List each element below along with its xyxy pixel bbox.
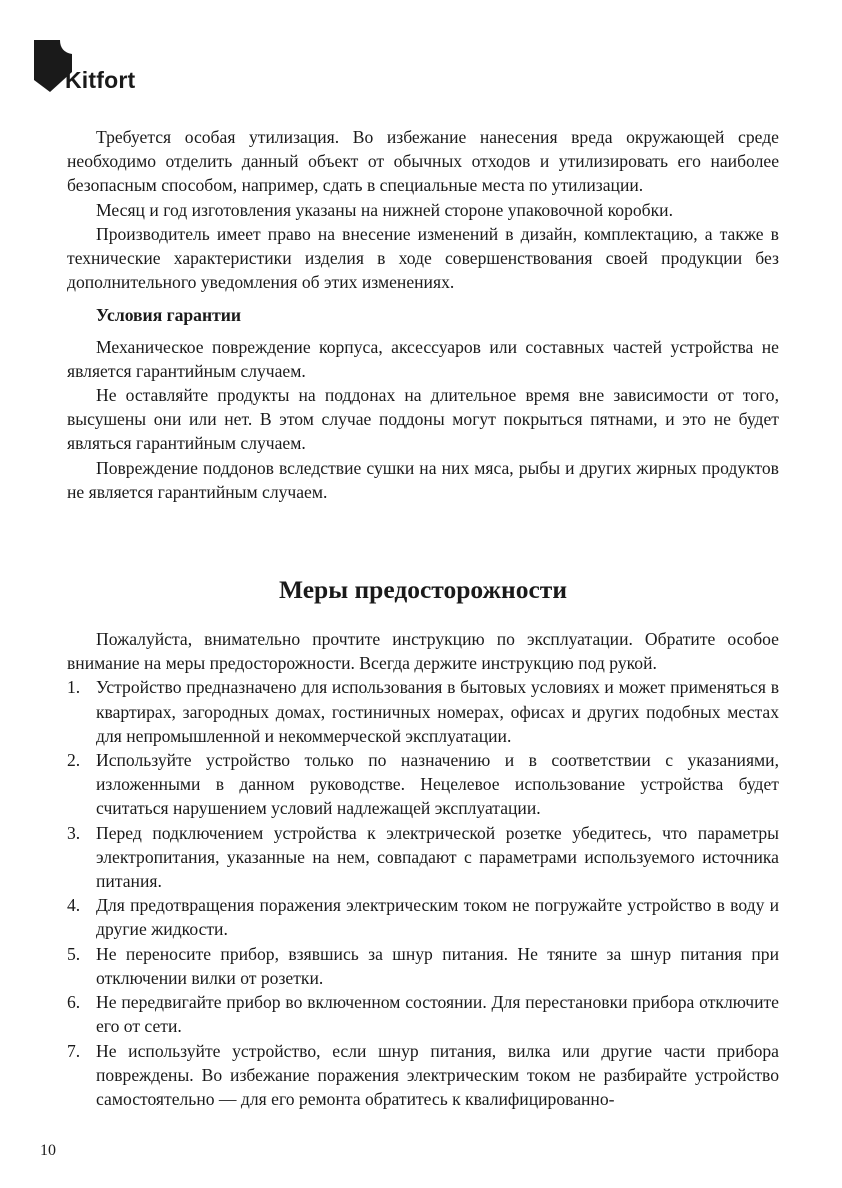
page-content <box>67 125 779 1111</box>
warranty-paragraph: Повреждение поддонов вследствие сушки на них мяса, рыбы и других жирных продуктов не является гарантийным случаем. <box>67 457 779 502</box>
safety-list <box>67 675 779 1111</box>
safety-item <box>67 893 779 941</box>
safety-item-text: Для предотвращения поражения электрическим током не погружайте устройство в воду и другие жидкости. <box>96 895 779 940</box>
safety-item-text: Не используйте устройство, если шнур питания, вилка или другие части прибора повреждены. Во избежание поражения электрическим током не разбирайте устройство самостоятельно — для его ремонта обратитесь к квалифицированно- <box>96 1040 779 1109</box>
safety-item-number: 5. <box>67 943 81 964</box>
safety-item-text: Используйте устройство только по назначению и в соответствии с указаниями, изложенными в данном руководстве. Нецелевое использование устройства будет считаться нарушением условий надлежащей эксплуатации. <box>96 750 779 819</box>
safety-item-text: Устройство предназначено для использования в бытовых условиях и может применяться в квартирах, загородных домах, гостиничных номерах, офисах и других подобных местах для непромышленной и некоммерческой эксплуатации. <box>96 677 779 746</box>
safety-item-number: 3. <box>67 822 81 843</box>
safety-intro: Пожалуйста, внимательно прочтите инструкцию по эксплуатации. Обратите особое внимание на меры предосторожности. Всегда держите инструкцию под рукой. <box>67 629 779 674</box>
safety-item <box>67 748 779 821</box>
safety-item <box>67 942 779 990</box>
warranty-paragraph: Механическое повреждение корпуса, аксессуаров или составных частей устройства не является гарантийным случаем. <box>67 336 779 381</box>
safety-item-number: 7. <box>67 1040 81 1061</box>
safety-item-number: 4. <box>67 895 81 916</box>
intro-paragraph: Месяц и год изготовления указаны на нижней стороне упаковочной коробки. <box>96 199 673 220</box>
page-number: 10 <box>40 1142 56 1159</box>
brand-logo <box>34 40 174 100</box>
warranty-heading: Условия гарантии <box>96 305 242 326</box>
safety-item-text: Перед подключением устройства к электрической розетке убедитесь, что параметры электропитания, указанные на нем, совпадают с параметрами используемого источника питания. <box>96 822 779 892</box>
safety-item <box>67 821 779 894</box>
intro-paragraph: Требуется особая утилизация. Во избежание нанесения вреда окружающей среде необходимо отделить данный объект от обычных отходов и утилизировать его наиболее безопасным способом, например, сдать в специальные места по утилизации. <box>67 127 779 196</box>
safety-item-number: 2. <box>67 750 81 771</box>
safety-item <box>67 675 779 748</box>
safety-title: Меры предосторожности <box>278 575 568 605</box>
safety-item-text: Не передвигайте прибор во включенном состоянии. Для перестановки прибора отключите его от сети. <box>96 992 779 1037</box>
brand-name: Kitfort <box>65 67 136 93</box>
warranty-paragraph: Не оставляйте продукты на поддонах на длительное время вне зависимости от того, высушены они или нет. В этом случае поддоны могут покрыться пятнами, и это не будет являться гарантийным случаем. <box>67 385 779 454</box>
safety-item-number: 1. <box>67 677 81 698</box>
safety-item-number: 6. <box>67 992 81 1013</box>
safety-item-text: Не переносите прибор, взявшись за шнур питания. Не тяните за шнур питания при отключении вилки от розетки. <box>96 943 779 988</box>
intro-paragraph: Производитель имеет право на внесение изменений в дизайн, комплектацию, а также в технические характеристики изделия в ходе совершенствования своей продукции без дополнительного уведомления об этих изменениях. <box>67 223 779 293</box>
safety-item <box>67 990 779 1038</box>
safety-item <box>67 1039 779 1112</box>
